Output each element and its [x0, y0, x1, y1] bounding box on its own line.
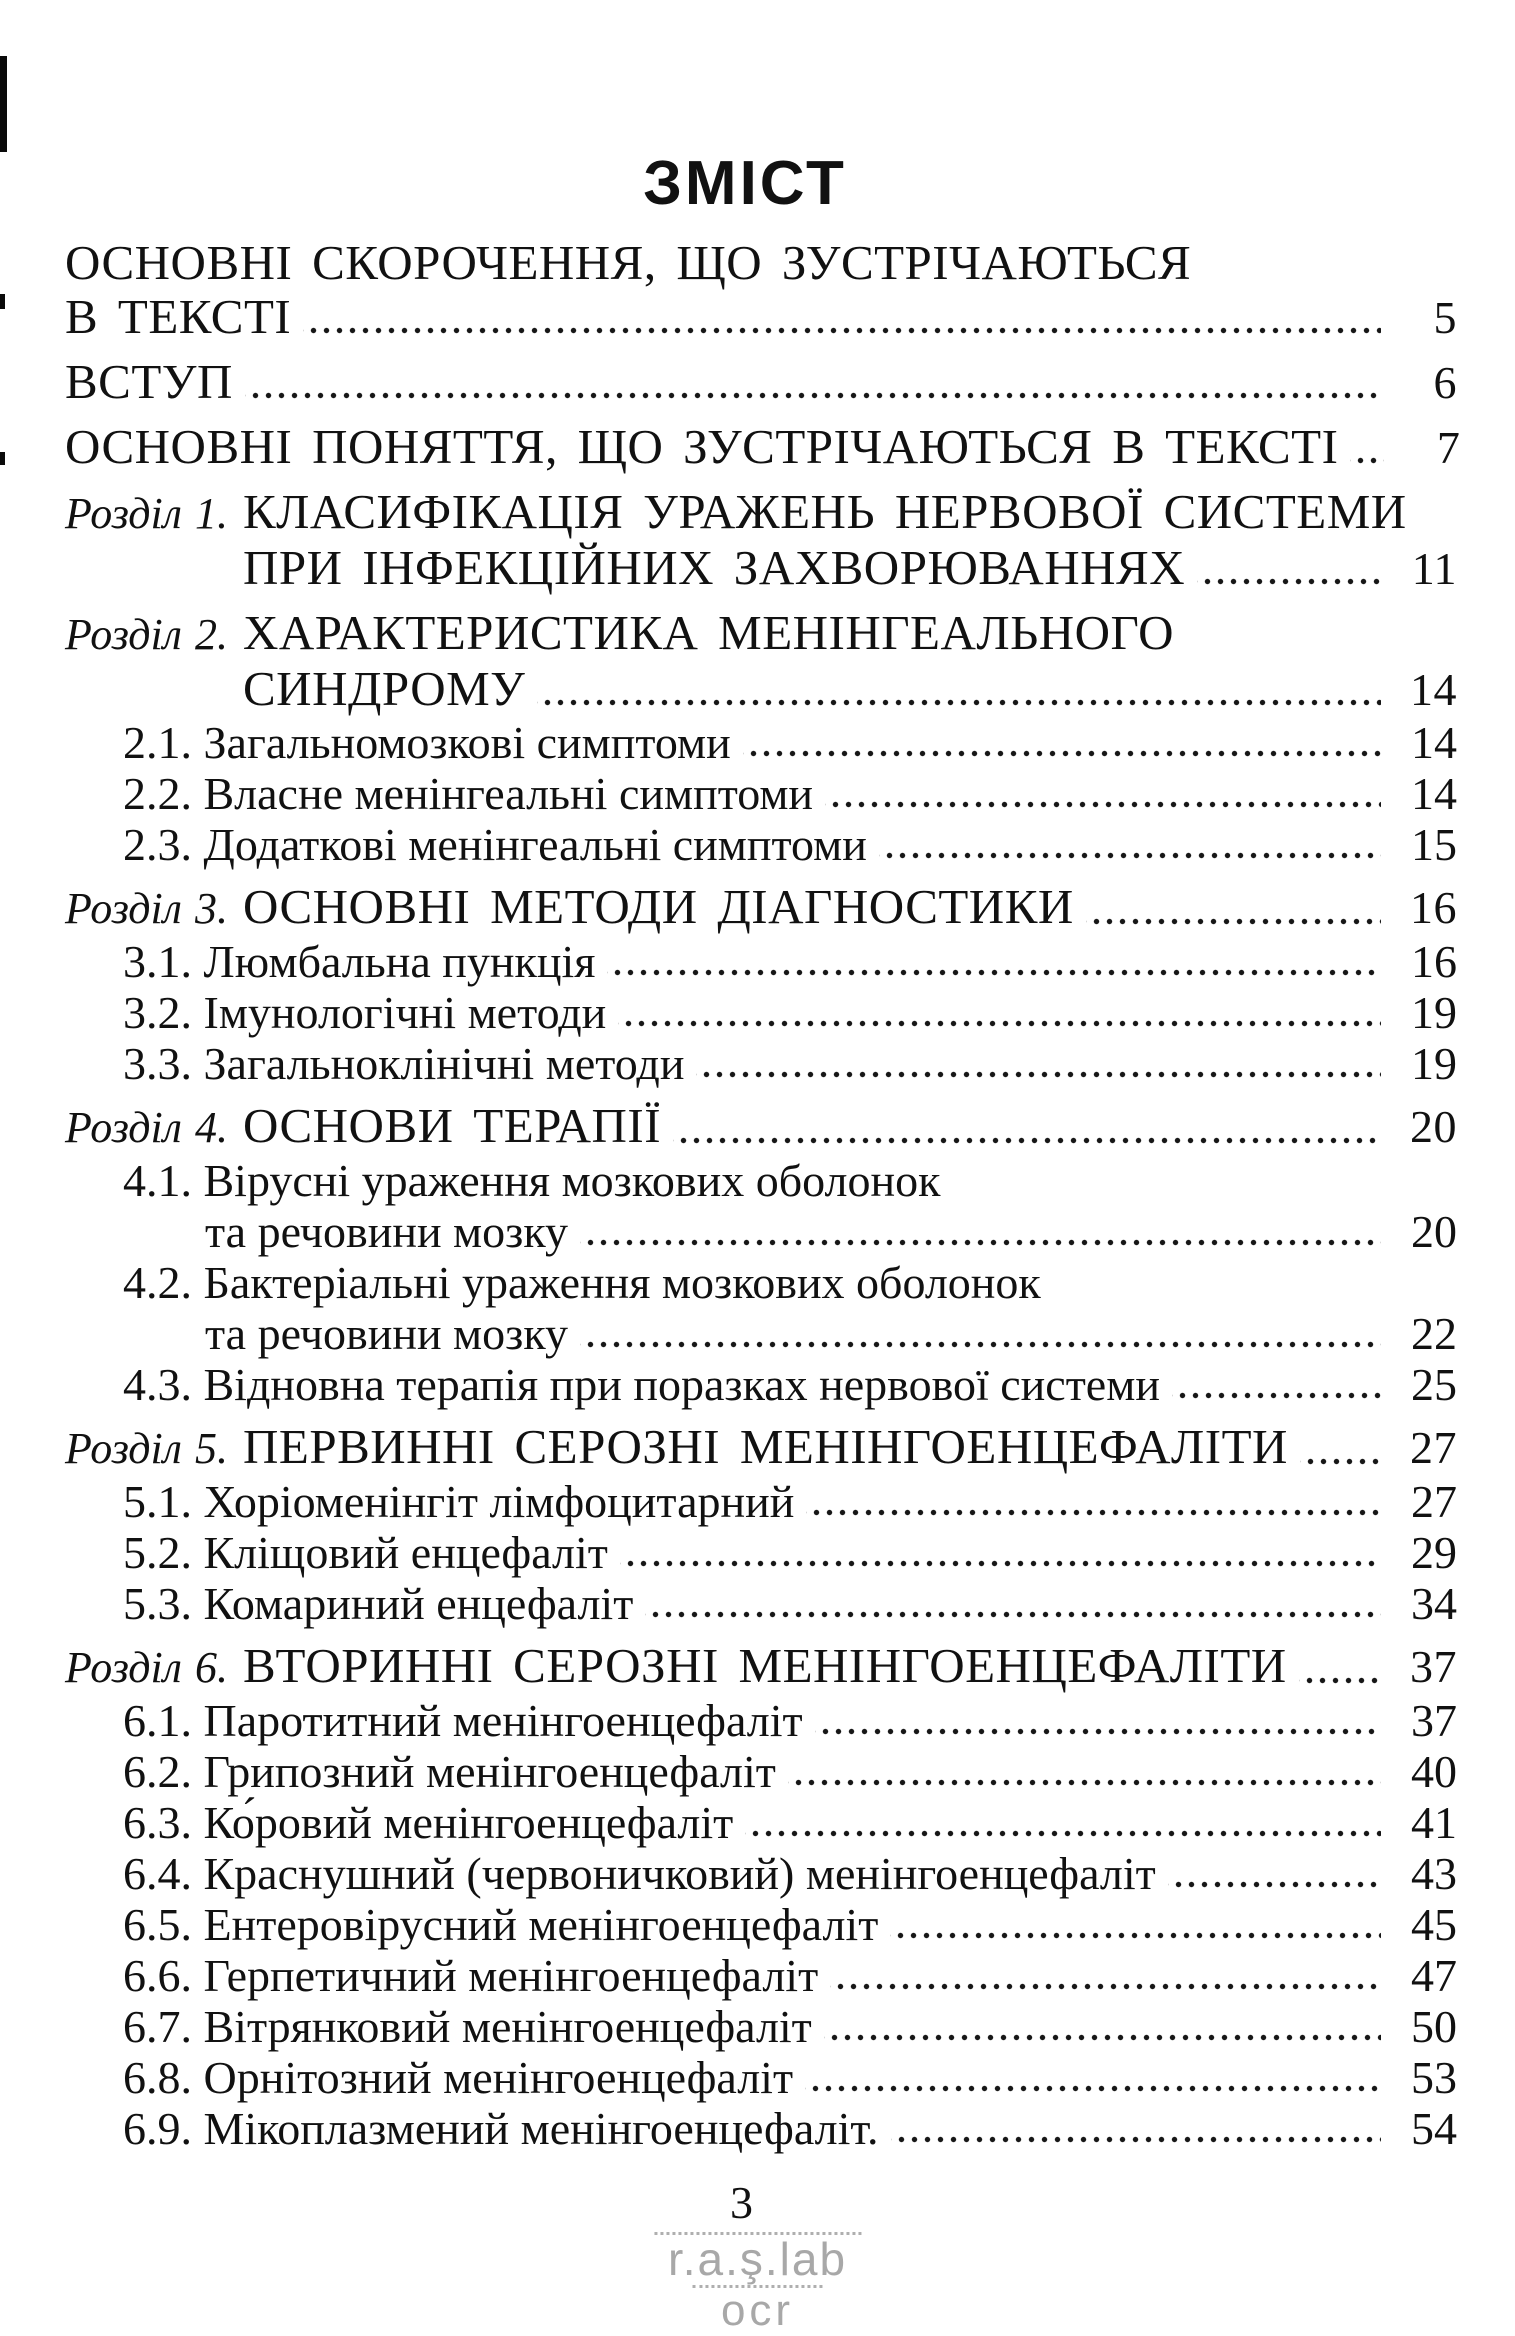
toc-page-number: 14 [1411, 768, 1457, 819]
toc-row [65, 936, 1457, 987]
toc-row [65, 541, 1457, 596]
toc-entry-text: ОСНОВИ ТЕРАПІЇ [243, 1098, 662, 1153]
toc-page-number: 25 [1411, 1359, 1457, 1410]
toc-entry-text: 3.1. Люмбальна пункція [123, 936, 596, 987]
dot-leader [879, 824, 1381, 870]
toc-entry-text: 6.8. Орнітозний менінгоенцефаліт [123, 2052, 794, 2103]
toc-row [65, 1155, 1457, 1206]
watermark-text: ocr [693, 2285, 823, 2334]
toc-row [65, 2001, 1457, 2052]
dot-leader [891, 2108, 1381, 2154]
toc-row [65, 419, 1461, 475]
toc-page-number: 41 [1411, 1797, 1457, 1848]
dot-leader [743, 722, 1381, 768]
toc-row [65, 2052, 1457, 2103]
toc-entry-text: 6.6. Герпетичний менінгоенцефаліт [123, 1950, 819, 2001]
dot-leader [806, 1481, 1381, 1527]
toc-page-number: 53 [1411, 2052, 1457, 2103]
toc-row [65, 819, 1457, 870]
toc-entry-text: 3.3. Загальноклінічні методи [123, 1038, 685, 1089]
toc-row [65, 1578, 1457, 1629]
chapter-prefix: Розділ 3. [65, 884, 228, 933]
toc-entry-text: ХАРАКТЕРИСТИКА МЕНІНГЕАЛЬНОГО [243, 605, 1175, 660]
toc-list [65, 235, 1461, 2154]
toc-row [65, 1695, 1457, 1746]
toc-entry-text: 5.2. Кліщовий енцефаліт [123, 1527, 608, 1578]
toc-row [65, 1099, 1457, 1155]
toc-entry-text: КЛАСИФІКАЦІЯ УРАЖЕНЬ НЕРВОВОЇ СИСТЕМИ [243, 484, 1407, 539]
toc-page-number: 34 [1411, 1578, 1457, 1629]
chapter-prefix: Розділ 4. [65, 1103, 228, 1152]
toc-page-number: 54 [1411, 2103, 1457, 2154]
toc-page-number: 37 [1411, 1695, 1457, 1746]
dot-leader [607, 941, 1381, 987]
toc-page-number: 14 [1411, 717, 1457, 768]
toc-page-number: 37 [1410, 1641, 1457, 1692]
dot-leader [1172, 1364, 1381, 1410]
toc-entry-text: 6.1. Паротитний менінгоенцефаліт [123, 1695, 803, 1746]
toc-row [65, 1527, 1457, 1578]
toc-entry-text: 4.3. Відновна терапія при поразках нервової системи [123, 1359, 1160, 1410]
dot-leader [673, 1106, 1381, 1155]
dot-leader [830, 1955, 1381, 2001]
dot-leader [815, 1700, 1381, 1746]
dot-leader [824, 2006, 1381, 2052]
toc-row [65, 1899, 1457, 1950]
dot-leader [580, 1313, 1381, 1359]
toc-page-number: 16 [1411, 936, 1457, 987]
dot-leader [580, 1211, 1381, 1257]
toc-row [65, 1359, 1457, 1410]
toc-entry-text: ОСНОВНІ МЕТОДИ ДІАГНОСТИКИ [243, 879, 1074, 934]
toc-page-number: 14 [1410, 664, 1457, 715]
toc-entry-text: 6.2. Грипозний менінгоенцефаліт [123, 1746, 776, 1797]
toc-entry-text: СИНДРОМУ [243, 661, 526, 716]
toc-page-number: 20 [1410, 1101, 1457, 1152]
dot-leader [303, 296, 1381, 345]
toc-page-number: 47 [1411, 1950, 1457, 2001]
toc-entry-text: 5.3. Комариний енцефаліт [123, 1578, 634, 1629]
dot-leader [825, 773, 1381, 819]
toc-entry-text: 6.7. Вітрянковий менінгоенцефаліт [123, 2001, 812, 2052]
dot-leader [620, 1532, 1381, 1578]
toc-row [65, 1257, 1457, 1308]
toc-row [65, 1746, 1457, 1797]
toc-row [65, 662, 1457, 717]
toc-entry-text: 6.5. Ентеровірусний менінгоенцефаліт [123, 1899, 879, 1950]
toc-page-number: 27 [1410, 1422, 1457, 1473]
toc-entry-text: ОСНОВНІ ПОНЯТТЯ, ЩО ЗУСТРІЧАЮТЬСЯ В ТЕКСТІ [65, 419, 1339, 474]
toc-row [65, 485, 1457, 541]
toc-page-number: 50 [1411, 2001, 1457, 2052]
toc-page-number: 27 [1411, 1476, 1457, 1527]
toc-row [65, 290, 1457, 345]
toc-entry-text: 2.3. Додаткові менінгеальні симптоми [123, 819, 867, 870]
toc-entry-text: ОСНОВНІ СКОРОЧЕННЯ, ЩО ЗУСТРІЧАЮТЬСЯ [65, 235, 1192, 290]
toc-content [65, 148, 1461, 2154]
toc-page-number: 40 [1411, 1746, 1457, 1797]
dot-leader [1168, 1853, 1381, 1899]
toc-page-number: 19 [1411, 1038, 1457, 1089]
toc-entry-text: та речовини мозку [205, 1308, 569, 1359]
chapter-prefix: Розділ 6. [65, 1643, 228, 1692]
dot-leader [1300, 1427, 1381, 1476]
ocr-watermark [654, 2232, 861, 2334]
chapter-prefix: Розділ 1. [65, 489, 228, 538]
toc-entry-text: 2.2. Власне менінгеальні симптоми [123, 768, 814, 819]
toc-page-number: 29 [1411, 1527, 1457, 1578]
page-number: 3 [730, 2177, 753, 2228]
scan-artifact [0, 56, 7, 152]
toc-page-number: 7 [1436, 422, 1461, 473]
toc-row [65, 1308, 1457, 1359]
toc-entry-text: 6.9. Мікоплазмений менінгоенцефаліт. [123, 2103, 879, 2154]
toc-entry-text: 4.1. Вірусні ураження мозкових оболонок [123, 1155, 941, 1206]
scan-artifact [0, 452, 5, 465]
toc-entry-text: ПРИ ІНФЕКЦІЙНИХ ЗАХВОРЮВАННЯХ [243, 540, 1186, 595]
toc-page-number: 22 [1411, 1308, 1457, 1359]
toc-entry-text: 3.2. Імунологічні методи [123, 987, 607, 1038]
chapter-prefix: Розділ 5. [65, 1424, 228, 1473]
page-title: ЗМІСТ [643, 149, 847, 218]
toc-entry-text: ВСТУП [65, 354, 233, 409]
toc-page-number: 43 [1411, 1848, 1457, 1899]
dot-leader [788, 1751, 1381, 1797]
toc-row [65, 236, 1457, 290]
toc-page-number: 11 [1411, 543, 1457, 594]
toc-entry-text: 4.2. Бактеріальні ураження мозкових оболонок [123, 1257, 1041, 1308]
toc-row [65, 355, 1457, 410]
toc-entry-text: ВТОРИННІ СЕРОЗНІ МЕНІНГОЕНЦЕФАЛІТИ [243, 1638, 1287, 1693]
toc-row [65, 1420, 1457, 1476]
dot-leader [805, 2057, 1381, 2103]
dot-leader [890, 1904, 1381, 1950]
toc-row [65, 768, 1457, 819]
dot-leader [645, 1583, 1381, 1629]
dot-leader [745, 1802, 1381, 1848]
chapter-prefix: Розділ 2. [65, 610, 228, 659]
toc-row [65, 2103, 1457, 2154]
toc-row [65, 1797, 1457, 1848]
toc-entry-text: В ТЕКСТІ [65, 289, 292, 344]
toc-row [65, 717, 1457, 768]
toc-row [65, 1206, 1457, 1257]
dot-leader [1299, 1646, 1381, 1695]
toc-page-number: 6 [1433, 357, 1457, 408]
toc-entry-text: та речовини мозку [205, 1206, 569, 1257]
toc-page-number: 19 [1411, 987, 1457, 1038]
toc-page-number: 16 [1410, 882, 1457, 933]
toc-page-number: 45 [1411, 1899, 1457, 1950]
toc-entry-text: 6.4. Краснушний (червоничковий) менінгоенцефаліт [123, 1848, 1156, 1899]
toc-row [65, 1476, 1457, 1527]
toc-row [65, 1950, 1457, 2001]
toc-entry-text: 5.1. Хоріоменінгіт лімфоцитарний [123, 1476, 795, 1527]
dot-leader [696, 1043, 1381, 1089]
dot-leader [1086, 887, 1381, 936]
dot-leader [1197, 547, 1381, 596]
toc-row [65, 606, 1457, 662]
toc-page-number: 15 [1411, 819, 1457, 870]
toc-row [65, 1038, 1457, 1089]
toc-row [65, 1848, 1457, 1899]
page-number-folio [0, 2178, 1515, 2228]
toc-page-number: 20 [1411, 1206, 1457, 1257]
toc-entry-text: 2.1. Загальномозкові симптоми [123, 717, 731, 768]
toc-entry-text: 6.3. Ко́ровий менінгоенцефаліт [123, 1797, 734, 1848]
dot-leader [245, 361, 1381, 410]
watermark-text: r.a.ş.lab [654, 2232, 861, 2285]
toc-entry-text: ПЕРВИННІ СЕРОЗНІ МЕНІНГОЕНЦЕФАЛІТИ [243, 1419, 1288, 1474]
toc-page-number: 5 [1433, 292, 1457, 343]
dot-leader [1350, 426, 1384, 475]
scan-artifact [0, 294, 5, 309]
toc-row [65, 987, 1457, 1038]
dot-leader [618, 992, 1381, 1038]
dot-leader [537, 668, 1381, 717]
toc-row [65, 880, 1457, 936]
toc-row [65, 1639, 1457, 1695]
